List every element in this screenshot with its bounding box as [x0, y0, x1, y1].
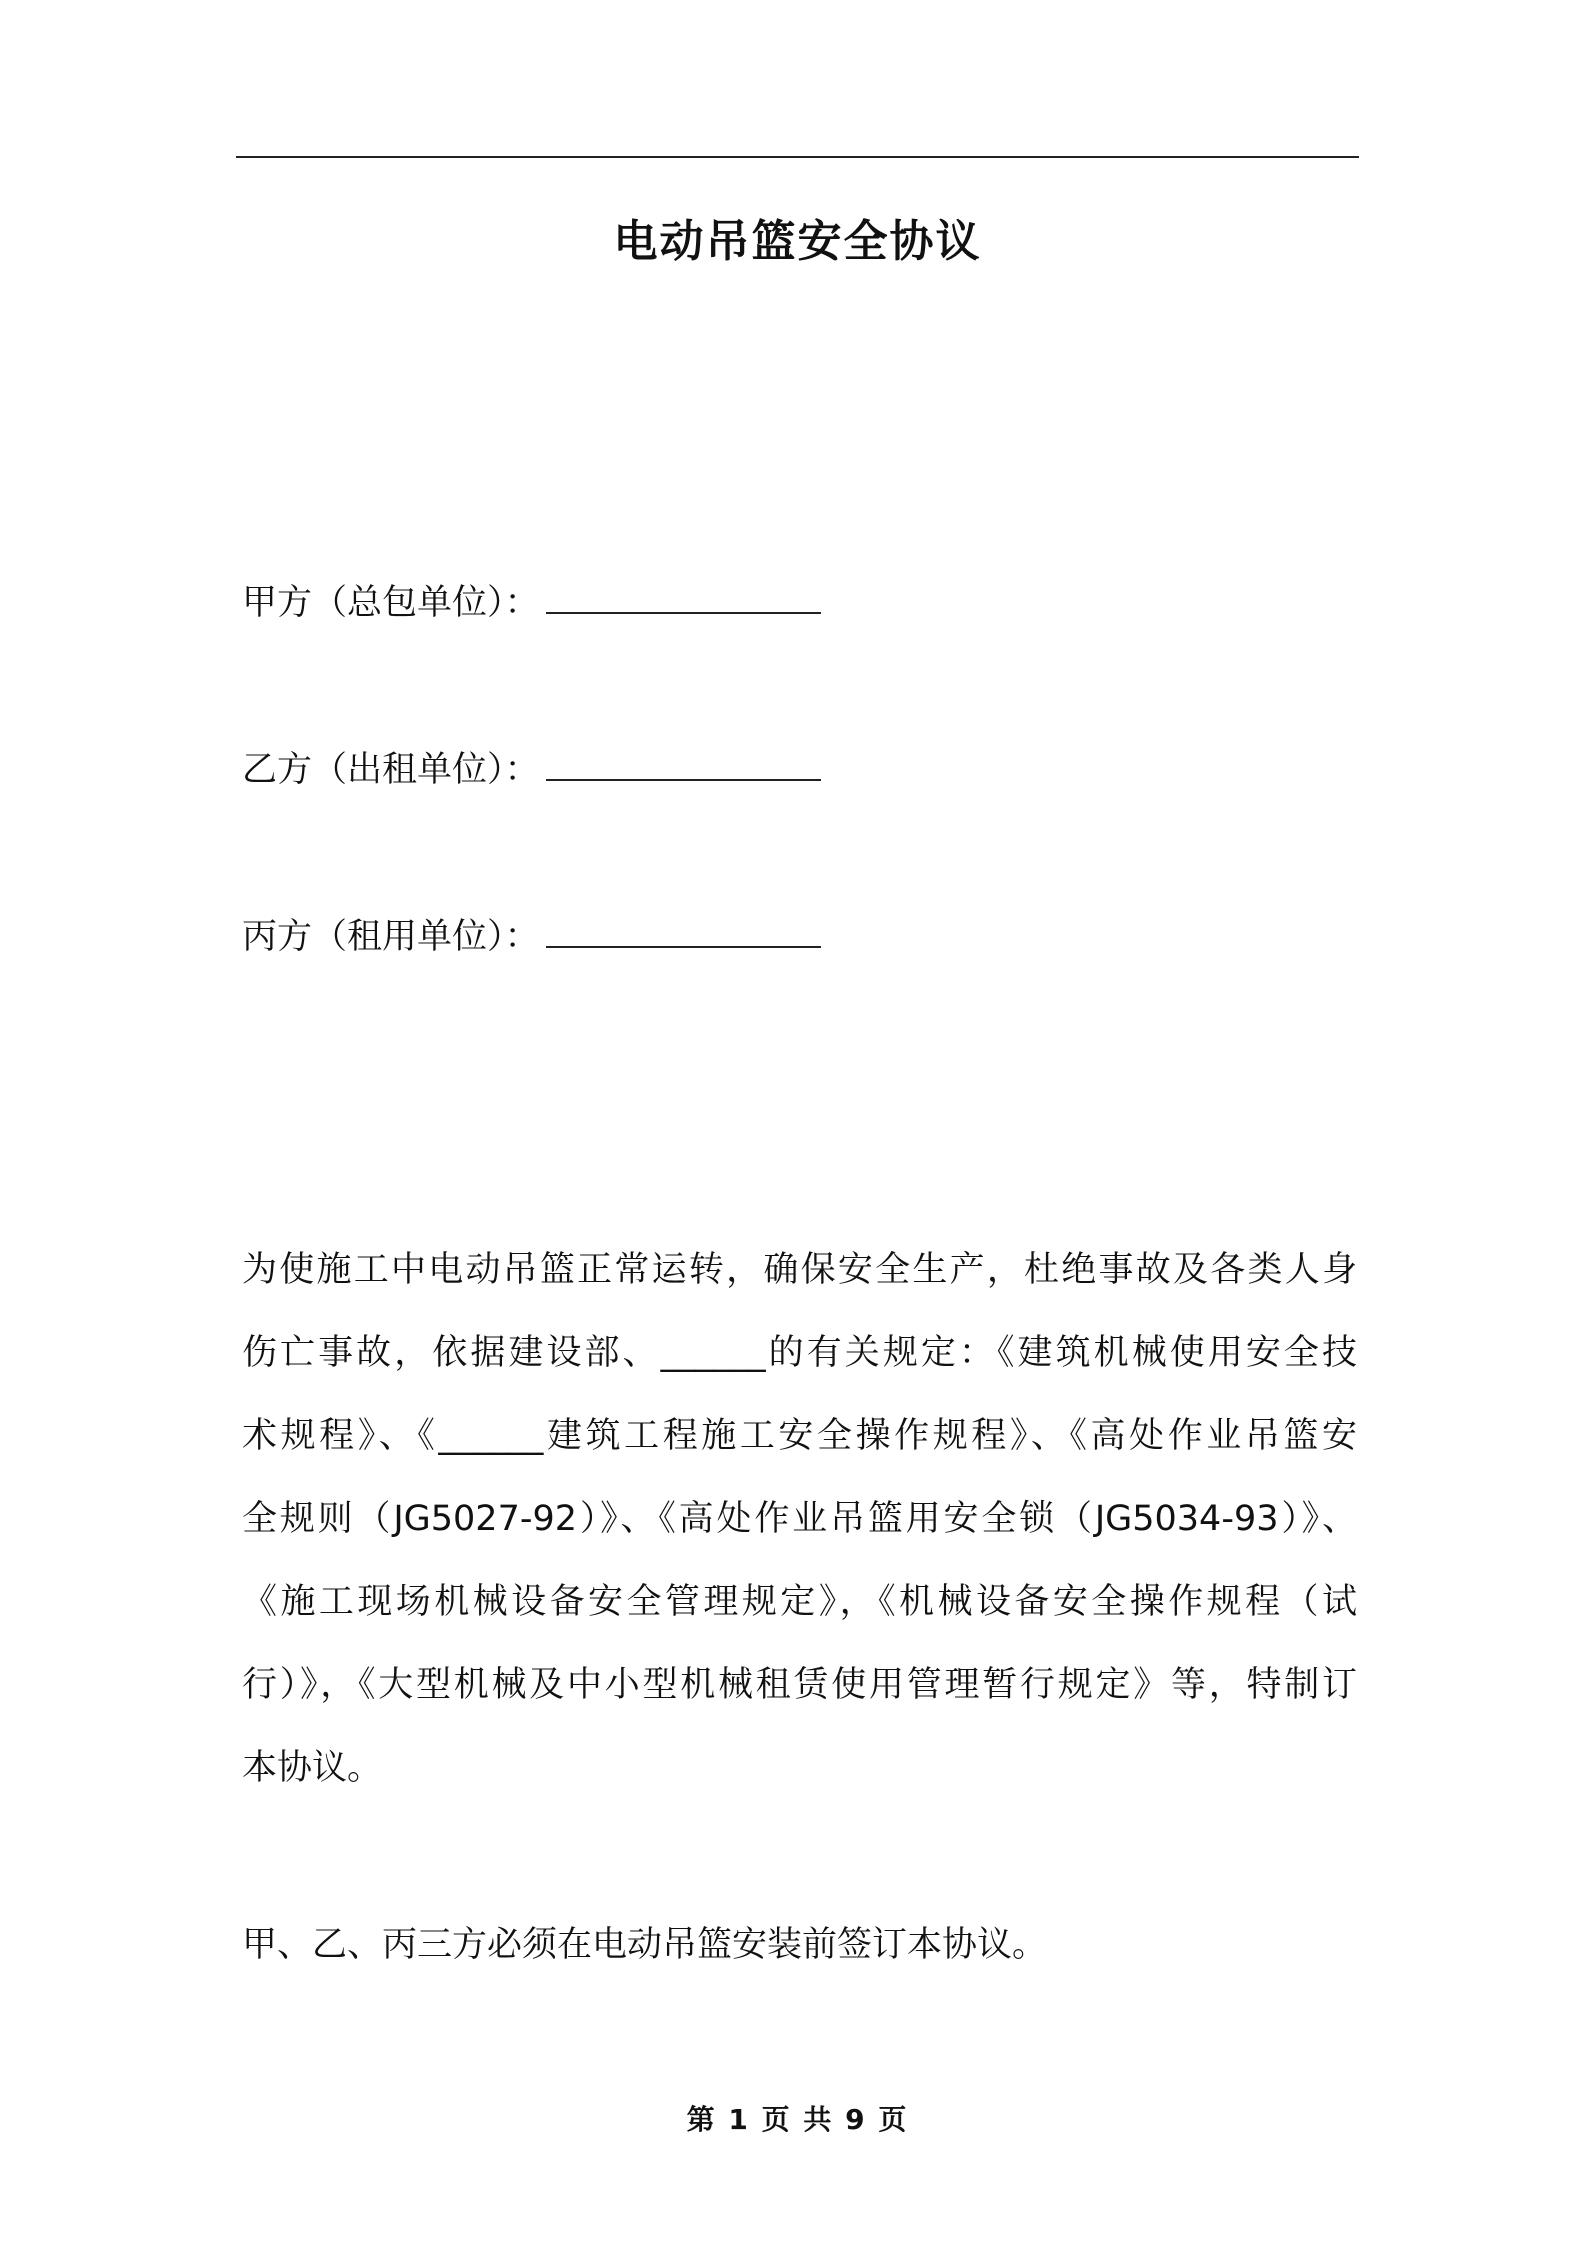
intro-line-3: 术规程》、《______建筑工程施工安全操作规程》、《高处作业吊篮安 — [242, 1416, 1357, 1456]
second-paragraph — [242, 1920, 1357, 2003]
party-a-line — [242, 578, 821, 628]
party-b-label: 乙方（出租单位）： — [242, 750, 540, 790]
party-c-blank — [546, 916, 821, 948]
intro-line-6: 行）》，《大型机械及中小型机械租赁使用管理暂行规定》等，特制订 — [242, 1665, 1357, 1705]
party-b-blank — [546, 749, 821, 781]
intro-line-4: 全规则（JG5027-92）》、《高处作业吊篮用安全锁（JG5034-93）》、 — [242, 1499, 1357, 1539]
page-number: 第 1 页 共 9 页 — [686, 2103, 909, 2136]
intro-line-7: 本协议。 — [242, 1748, 383, 1788]
party-a-blank — [546, 582, 821, 614]
intro-paragraph — [242, 1245, 1357, 1826]
header-rule — [236, 156, 1359, 158]
intro-line-5: 《施工现场机械设备安全管理规定》，《机械设备安全操作规程（试 — [242, 1582, 1357, 1622]
document-title: 电动吊篮安全协议 — [613, 216, 982, 267]
second-paragraph-text: 甲、乙、丙三方必须在电动吊篮安装前签订本协议。 — [242, 1925, 1048, 1965]
party-c-label: 丙方（租用单位）： — [242, 917, 540, 957]
intro-line-2: 伤亡事故，依据建设部、______的有关规定：《建筑机械使用安全技 — [242, 1333, 1357, 1373]
intro-line-1: 为使施工中电动吊篮正常运转，确保安全生产，杜绝事故及各类人身 — [242, 1250, 1357, 1290]
party-a-label: 甲方（总包单位）： — [242, 583, 540, 623]
party-c-line — [242, 912, 821, 962]
party-b-line — [242, 745, 821, 795]
